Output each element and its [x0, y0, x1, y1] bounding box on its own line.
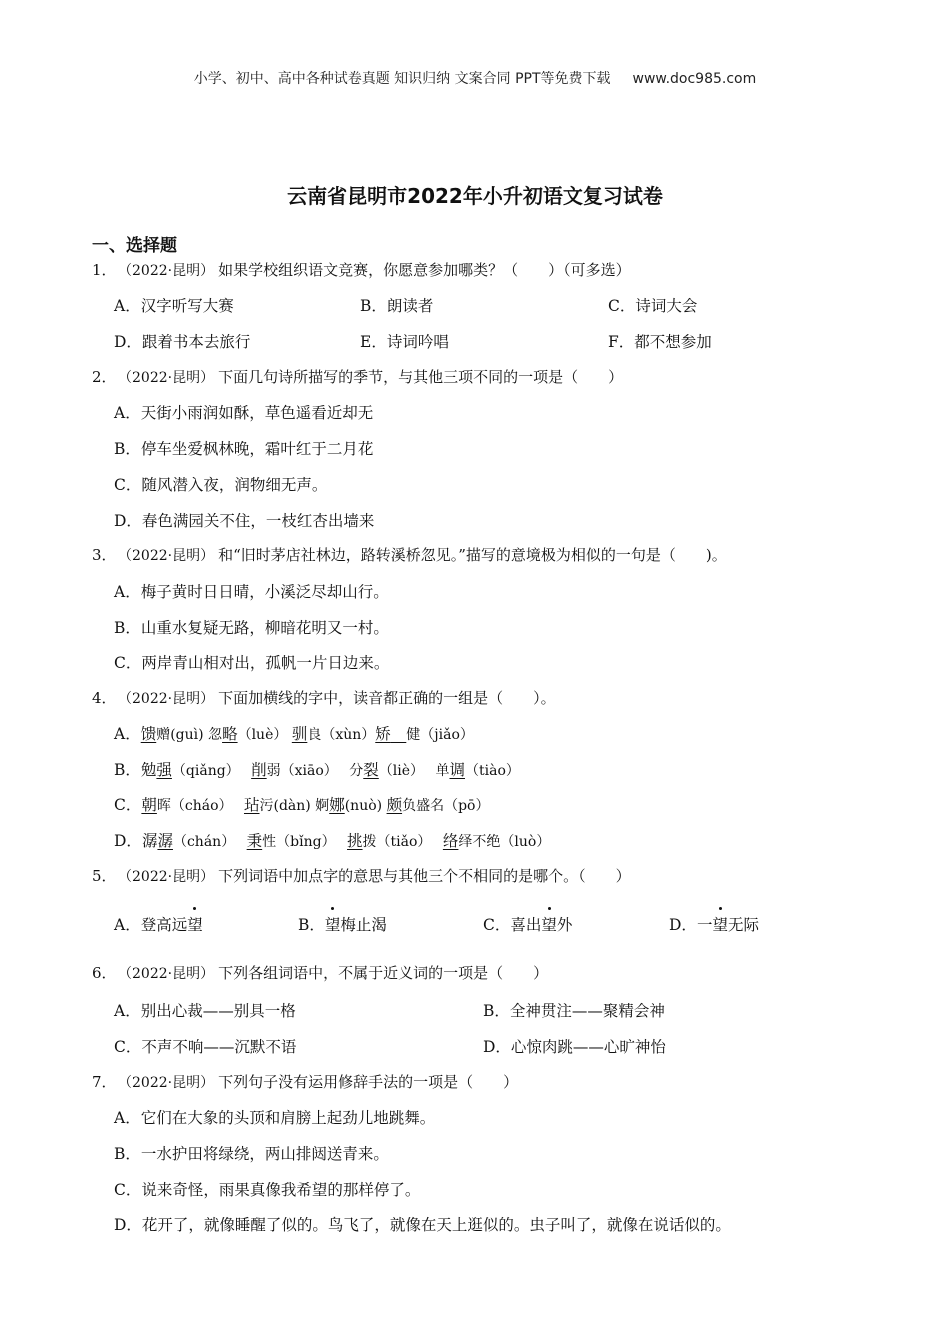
option-text: 负盛名（pō）	[402, 798, 490, 814]
underlined-char: 驯	[291, 725, 308, 743]
q2-option-a: A．天街小雨润如酥，草色遥看近却无	[114, 404, 374, 422]
q1-option-d: D．跟着书本去旅行	[114, 333, 251, 351]
underlined-char: 玷	[243, 796, 260, 814]
option-text: （qiǎng）	[171, 763, 252, 779]
underlined-char: 馈	[140, 725, 157, 743]
question-number: 3．	[92, 546, 117, 564]
q5-option-b	[298, 913, 387, 935]
question-text: 下列句子没有运用修辞手法的一项是（ ）	[218, 1073, 519, 1091]
q1-option-a: A．汉字听写大赛	[114, 297, 234, 315]
q7-option-c: C．说来奇怪，雨果真像我希望的那样停了。	[114, 1181, 421, 1199]
underlined-char: 裂	[363, 761, 379, 779]
option-text: 拨（tiǎo）	[362, 834, 443, 850]
q1-option-b: B．朗读者	[360, 297, 434, 315]
q6-option-a: A．别出心裁——别具一格	[114, 1002, 296, 1020]
underlined-char: 强	[156, 761, 172, 779]
option-label: A．	[114, 725, 141, 743]
option-label: B．	[298, 916, 325, 934]
option-text: 潺	[141, 832, 158, 850]
underlined-char: 调	[449, 761, 465, 779]
underlined-char: 秉	[246, 832, 263, 850]
option-text: 污(dàn) 婀	[259, 798, 330, 814]
question-5	[92, 865, 631, 886]
question-source: （2022·昆明）	[118, 869, 215, 885]
question-number: 7．	[92, 1073, 117, 1091]
option-text: （tiào）	[465, 763, 520, 779]
question-text: 下列各组词语中，不属于近义词的一项是（ ）	[218, 964, 549, 982]
question-number: 1．	[92, 261, 117, 279]
q5-option-d	[669, 913, 759, 935]
option-text: 健（jiǎo）	[406, 727, 474, 743]
q1-option-e: E．诗词吟唱	[360, 333, 449, 351]
exam-title: 云南省昆明市2022年小升初语文复习试卷	[287, 184, 663, 208]
q4-option-d	[114, 829, 550, 851]
q3-option-b: B．山重水复疑无路，柳暗花明又一村。	[114, 619, 389, 637]
option-text: （luè）	[237, 727, 292, 743]
question-text: 下面加横线的字中，读音都正确的一组是（ ）。	[218, 689, 556, 707]
underlined-char: 潺	[157, 832, 173, 850]
option-text: 赠(guì) 忽	[156, 727, 223, 743]
question-number: 5．	[92, 867, 117, 885]
question-4	[92, 687, 556, 708]
question-text: 下列词语中加点字的意思与其他三个不相同的是哪个。（ ）	[218, 867, 631, 885]
question-text: 和“旧时茅店社林边，路转溪桥忽见。”描写的意境极为相似的一句是（ )。	[218, 546, 727, 564]
option-label: C．	[483, 916, 511, 934]
option-label: B．	[114, 761, 141, 779]
question-source: （2022·昆明）	[118, 1075, 215, 1091]
question-number: 2．	[92, 368, 117, 386]
q5-option-a	[114, 913, 203, 935]
question-2	[92, 366, 623, 387]
underlined-char: 挑	[347, 832, 363, 850]
option-label: A．	[114, 916, 141, 934]
option-text: 喜出	[510, 916, 542, 934]
option-text: 外	[556, 916, 573, 934]
question-6	[92, 962, 548, 983]
underlined-char: 颇	[386, 796, 403, 814]
q2-option-b: B．停车坐爱枫林晚，霜叶红于二月花	[114, 440, 374, 458]
option-text: 梅止渴	[340, 916, 387, 934]
option-label: D．	[114, 832, 142, 850]
underlined-char: 略	[222, 725, 238, 743]
question-1	[92, 259, 631, 280]
option-text: 勉	[140, 761, 157, 779]
option-text: 晖（cháo）	[156, 798, 244, 814]
question-source: （2022·昆明）	[118, 370, 215, 386]
question-number: 6．	[92, 964, 117, 982]
site-banner	[0, 68, 950, 88]
option-text: 绎不绝（luò）	[458, 834, 551, 850]
q7-option-b: B．一水护田将绿绕，两山排闼送青来。	[114, 1145, 389, 1163]
option-text: 性（bǐng）	[262, 834, 348, 850]
option-label: D．	[669, 916, 697, 934]
underlined-char: 络	[442, 832, 459, 850]
q7-option-d: D．花开了，就像睡醒了似的。鸟飞了，就像在天上逛似的。虫子叫了，就像在说话似的。	[114, 1216, 731, 1234]
section-heading: 一、选择题	[92, 236, 177, 256]
option-text: 一	[696, 916, 713, 934]
q7-option-a: A．它们在大象的头顶和肩膀上起劲儿地跳舞。	[114, 1109, 436, 1127]
q6-option-d: D．心惊肉跳——心旷神怡	[483, 1038, 666, 1056]
q4-option-b	[114, 758, 520, 780]
q1-option-f: F．都不想参加	[608, 333, 712, 351]
q3-option-c: C．两岸青山相对出，孤帆一片日边来。	[114, 654, 390, 672]
underlined-char: 矫	[375, 725, 391, 743]
option-label: C．	[114, 796, 142, 814]
question-text: 下面几句诗所描写的季节，与其他三项不同的一项是（ ）	[218, 368, 624, 386]
q4-option-c	[114, 793, 489, 815]
option-text: （chán）	[172, 834, 247, 850]
dotted-char: 望	[541, 913, 557, 935]
option-text: 弱（xiāo） 分	[266, 763, 364, 779]
q5-option-c	[483, 913, 572, 935]
q3-option-a: A．梅子黄时日日晴，小溪泛尽却山行。	[114, 583, 389, 601]
banner-url[interactable]: www.doc985.com	[632, 71, 757, 87]
q4-option-a	[114, 722, 474, 744]
underlined-char: 娜	[329, 796, 345, 814]
option-text: 登高远	[140, 916, 188, 934]
question-3	[92, 544, 727, 565]
question-source: （2022·昆明）	[118, 263, 215, 279]
option-text: (nuò)	[344, 798, 387, 814]
question-number: 4．	[92, 689, 117, 707]
option-text: （liè） 单	[378, 763, 450, 779]
q6-option-b: B．全神贯注——聚精会神	[483, 1002, 665, 1020]
dotted-char: 望	[712, 913, 728, 935]
q2-option-c: C．随风潜入夜，润物细无声。	[114, 476, 328, 494]
option-text: 无际	[727, 916, 759, 934]
q2-option-d: D．春色满园关不住，一枝红杏出墙来	[114, 512, 375, 530]
option-text: 良（xùn）	[307, 727, 376, 743]
question-7	[92, 1071, 518, 1092]
question-text: 如果学校组织语文竞赛，你愿意参加哪类？（ ）（可多选）	[218, 261, 631, 279]
q6-option-c: C．不声不响——沉默不语	[114, 1038, 297, 1056]
underlined-char: 朝	[141, 796, 157, 814]
dotted-char: 望	[325, 913, 341, 935]
q1-option-c: C．诗词大会	[608, 297, 698, 315]
underlined-char: 削	[251, 761, 267, 779]
question-source: （2022·昆明）	[118, 548, 215, 564]
banner-text: 小学、初中、高中各种试卷真题 知识归纳 文案合同 PPT等免费下载	[193, 71, 611, 87]
question-source: （2022·昆明）	[118, 966, 215, 982]
question-source: （2022·昆明）	[118, 691, 215, 707]
dotted-char: 望	[187, 913, 203, 935]
